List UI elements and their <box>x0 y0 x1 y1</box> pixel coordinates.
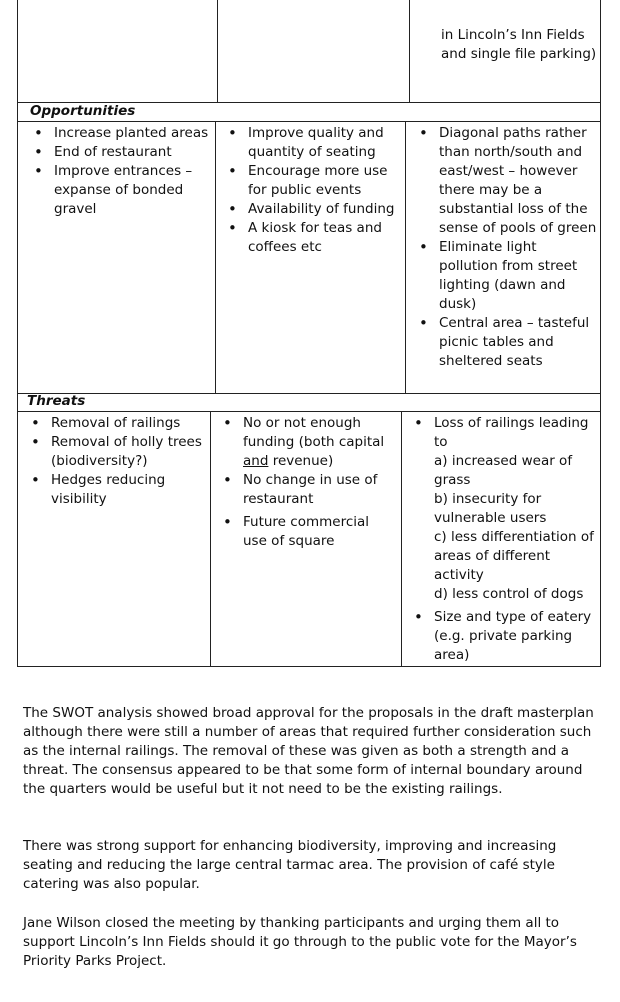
summary-paragraph <box>23 704 608 799</box>
threats-col3 <box>410 414 598 665</box>
column-divider <box>409 0 410 102</box>
list-item: • Removal of holly trees (biodiversity?) <box>27 433 207 471</box>
column-divider <box>217 0 218 102</box>
closing-paragraph <box>23 914 608 971</box>
list-item: • Improve quality and quantity of seating <box>224 124 399 162</box>
text-line: in Lincoln’s Inn Fields <box>441 27 585 43</box>
table-border-bottom <box>17 666 601 667</box>
column-divider <box>210 411 211 666</box>
sub-item: b) insecurity for vulnerable users <box>434 491 547 526</box>
text-line: and single file parking) <box>441 46 597 62</box>
sub-item: a) increased wear of grass <box>434 453 573 488</box>
opportunities-col1 <box>30 124 210 219</box>
text-span: revenue) <box>272 453 334 469</box>
list-item: • Diagonal paths rather than north/south and east/west – however there may be a substantial loss of the sense of pools of green <box>415 124 597 238</box>
threats-col1 <box>27 414 207 509</box>
paragraph-text: Jane Wilson closed the meeting by thanking participants and urging them all to support Lincoln’s Inn Fields should it go through to the public vote for the Mayor’s Priority Parks Project. <box>23 915 577 969</box>
list-item: • Size and type of eatery (e.g. private parking area) <box>410 608 598 665</box>
text-line: • Loss of railings leading to <box>434 415 589 450</box>
paragraph-text: There was strong support for enhancing biodiversity, improving and increasing seating and reducing the large central tarmac area. The provision of café style catering was also popular. <box>23 838 557 892</box>
opportunities-heading: Opportunities <box>30 103 136 119</box>
list-item <box>410 414 598 604</box>
row-divider <box>17 411 601 412</box>
list-item: • Future commercial use of square <box>219 513 397 551</box>
underlined-word: and <box>243 453 269 469</box>
sub-item: c) less differentiation of areas of different activity <box>434 529 594 583</box>
table-border-right <box>600 0 601 666</box>
support-paragraph <box>23 837 608 894</box>
column-divider <box>405 121 406 393</box>
list-item <box>219 414 397 471</box>
row-divider <box>17 121 601 122</box>
list-item: • No change in use of restaurant <box>219 471 397 509</box>
list-item: • Central area – tasteful picnic tables and sheltered seats <box>415 314 597 371</box>
list-item: • Encourage more use for public events <box>224 162 399 200</box>
paragraph-text: The SWOT analysis showed broad approval for the proposals in the draft masterplan although there were still a number of areas that required further consideration such as the internal railings. The removal of these was given as both a strength and a threat. The consensus appeared to be that some form of internal boundary around the quarters would be useful but it not need to be the existing railings. <box>23 705 594 797</box>
list-item: • Increase planted areas <box>30 124 210 143</box>
list-item: • End of restaurant <box>30 143 210 162</box>
opportunities-col2 <box>224 124 399 257</box>
list-item: • A kiosk for teas and coffees etc <box>224 219 399 257</box>
sub-item: d) less control of dogs <box>434 586 584 602</box>
list-item: • Improve entrances – expanse of bonded gravel <box>30 162 210 219</box>
top-row-col3-text <box>441 26 601 64</box>
threats-heading: Threats <box>27 393 86 409</box>
list-item: • Removal of railings <box>27 414 207 433</box>
text-span: No or not enough funding (both capital <box>243 415 385 450</box>
threats-col2 <box>219 414 397 551</box>
list-item: • Eliminate light pollution from street lighting (dawn and dusk) <box>415 238 597 314</box>
table-border-left <box>17 0 18 666</box>
column-divider <box>401 411 402 666</box>
row-divider <box>17 393 601 394</box>
opportunities-col3 <box>415 124 597 371</box>
list-item: • Hedges reducing visibility <box>27 471 207 509</box>
list-item: • Availability of funding <box>224 200 399 219</box>
column-divider <box>215 121 216 393</box>
